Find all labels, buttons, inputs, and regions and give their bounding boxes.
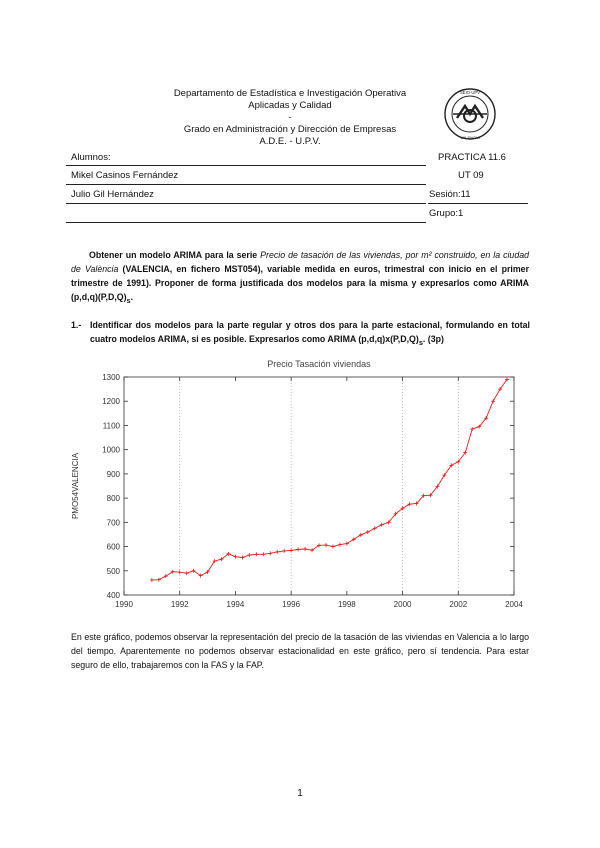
department-subline: Aplicadas y Calidad (248, 100, 332, 111)
data-point (380, 523, 384, 527)
divider (66, 165, 426, 166)
data-point (338, 543, 342, 547)
data-point (178, 570, 182, 574)
question-subscript: s (418, 337, 423, 347)
question-number: 1.- (71, 320, 82, 330)
x-tick-label: 1998 (337, 600, 356, 609)
data-point (324, 543, 328, 547)
data-point (366, 530, 370, 534)
data-point (470, 427, 474, 431)
data-point (171, 570, 175, 574)
data-point (247, 553, 251, 557)
data-point (359, 533, 363, 537)
header-separator: - (288, 112, 292, 123)
question-end: . (3p) (422, 334, 444, 344)
logo-top-text: SEIO·UPV (459, 90, 481, 95)
student-name-1: Mikel Casinos Fernández (71, 170, 179, 181)
intro-paragraph (71, 248, 529, 308)
intro-subscript: s (126, 295, 131, 305)
divider (428, 203, 528, 204)
ut-label: UT 09 (458, 170, 484, 181)
data-point (157, 578, 161, 582)
chart-axes (102, 373, 523, 609)
chart-title: Precio Tasación viviendas (267, 359, 371, 369)
x-tick-label: 1994 (226, 600, 245, 609)
y-tick-label: 1000 (102, 445, 120, 455)
y-tick-label: 1200 (102, 397, 120, 407)
degree-line: Grado en Administración y Dirección de Empresas (183, 124, 397, 135)
question-text-block (90, 318, 530, 350)
practica-label: PRACTICA 11.6 (438, 152, 506, 163)
conclusion-paragraph: En este gráfico, podemos observar la representación del precio de la tasación de las viviendas en Valencia a lo largo del tiempo. Aparentemente no podemos observar estacionalidad en este gráfico, pero sí tendencia. Para estar seguro de ello, trabajaremos con la FAS y la FAP. (71, 632, 529, 670)
data-point (233, 555, 237, 559)
intro-rest: variable medida en euros, trimestral con inicio en el primer trimestre de 1991). Proponer de forma justificada dos modelos para la misma y expresarlos como ARIMA (p,d,q)(P,D,Q) (71, 264, 529, 302)
y-tick-label: 1300 (102, 373, 120, 382)
data-point (261, 552, 265, 556)
y-tick-label: 800 (106, 494, 120, 504)
data-point (282, 549, 286, 553)
data-point (331, 545, 335, 549)
x-tick-label: 1992 (170, 600, 189, 609)
data-point (275, 550, 279, 554)
question-text: Identificar dos modelos para la parte regular y otros dos para la parte estacional, formulando en total cuatro modelos ARIMA, si es posible. Expresarlos como ARIMA (p,d,q)x(P,D,Q) (90, 320, 530, 344)
y-tick-label: 500 (106, 566, 120, 576)
alumnos-label: Alumnos: (71, 152, 111, 163)
chart-gridlines (180, 377, 459, 595)
data-point (150, 578, 154, 582)
data-point (289, 548, 293, 552)
student-name-2: Julio Gil Hernández (71, 189, 154, 200)
grupo-label: Grupo:1 (429, 208, 464, 219)
data-point (491, 399, 495, 403)
divider (66, 222, 426, 223)
series-line (152, 379, 507, 580)
y-tick-label: 1100 (102, 421, 120, 431)
data-point (268, 551, 272, 555)
logo-bottom-text: VALENCIA (460, 135, 480, 140)
divider (66, 203, 426, 204)
time-series-chart (66, 352, 526, 614)
data-point (240, 555, 244, 559)
university-line: A.D.E. - U.P.V. (259, 136, 321, 147)
x-tick-label: 1990 (115, 600, 133, 609)
data-point (408, 502, 412, 506)
intro-series-name: Precio de tasación de las viviendas, por m² construido, en la ciudad de València (71, 250, 529, 274)
intro-end: . (130, 292, 134, 302)
data-point (373, 526, 377, 530)
x-tick-label: 2002 (449, 600, 468, 609)
sesion-label: Sesión:11 (429, 189, 471, 200)
chart-y-axis-label: PMO54VALENCIA (71, 452, 80, 520)
y-tick-label: 700 (106, 518, 120, 528)
department-line: Departamento de Estadística e Investigación Operativa (173, 88, 407, 99)
plot-frame (124, 377, 514, 595)
divider (66, 184, 426, 185)
intro-file-ref: (VALENCIA, en fichero MST054), (122, 264, 263, 274)
y-tick-label: 600 (106, 542, 120, 552)
data-point (296, 547, 300, 551)
university-seal-logo (443, 84, 497, 144)
data-point (303, 547, 307, 551)
intro-bold: Obtener un modelo ARIMA para la serie (89, 250, 258, 260)
chart-series (150, 377, 509, 582)
x-tick-label: 2004 (505, 600, 523, 609)
x-tick-label: 1996 (282, 600, 301, 609)
x-tick-label: 2000 (393, 600, 412, 609)
y-tick-label: 900 (106, 469, 120, 479)
page-number: 1 (297, 788, 303, 799)
data-point (254, 552, 258, 556)
y-tick-label: 400 (106, 591, 120, 600)
data-point (185, 571, 189, 575)
